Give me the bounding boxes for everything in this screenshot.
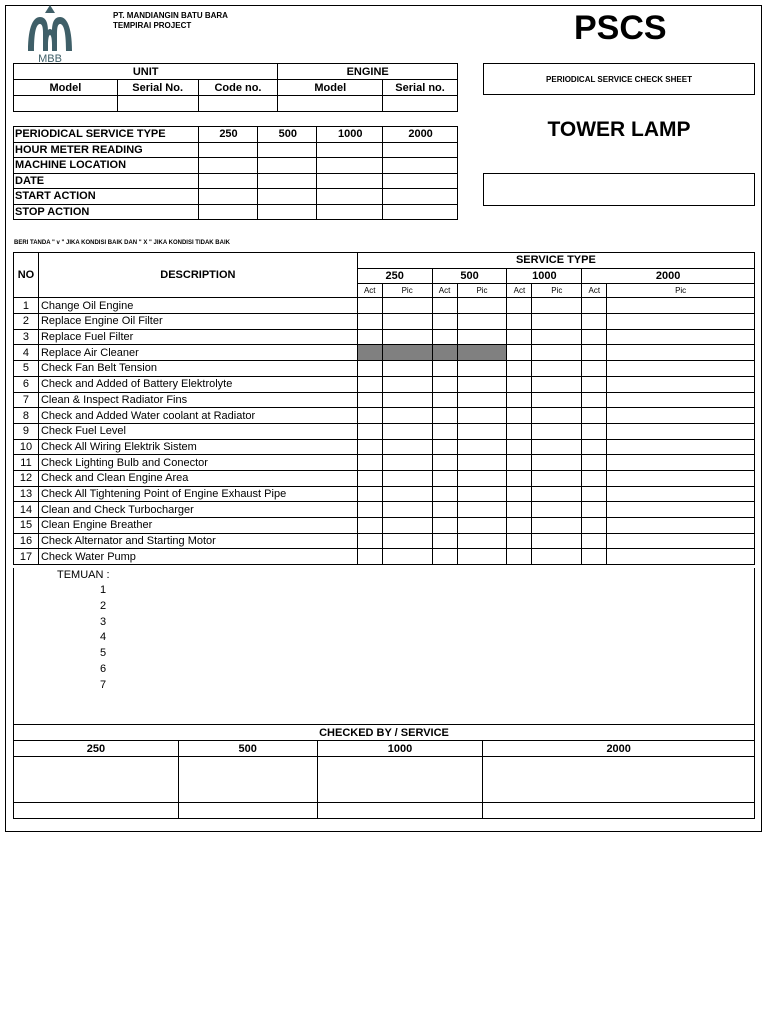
act-check-cell[interactable] [582, 533, 607, 549]
checklist-row [14, 502, 755, 518]
pic-cell[interactable] [382, 423, 432, 439]
pic-cell[interactable] [607, 298, 755, 314]
item-description: Check and Clean Engine Area [38, 470, 357, 486]
pic-cell[interactable] [457, 376, 507, 392]
unit-serial-cell[interactable] [117, 96, 198, 112]
pic-cell[interactable] [532, 470, 582, 486]
pic-cell[interactable] [457, 502, 507, 518]
act-check-cell[interactable] [357, 423, 382, 439]
service-type-input-cell[interactable] [317, 189, 383, 205]
act-check-cell[interactable] [582, 392, 607, 408]
act-header: Act [357, 284, 382, 298]
item-description: Clean and Check Turbocharger [38, 502, 357, 518]
pic-cell[interactable] [457, 533, 507, 549]
act-check-cell[interactable] [507, 455, 532, 471]
item-number: 3 [14, 329, 39, 345]
shaded-cell [382, 345, 432, 361]
item-number: 7 [14, 392, 39, 408]
act-check-cell[interactable] [357, 486, 382, 502]
service-type-row-label: PERIODICAL SERVICE TYPE [14, 127, 199, 143]
service-checklist-table [13, 252, 755, 565]
checklist-row [14, 455, 755, 471]
act-check-cell[interactable] [357, 518, 382, 534]
shaded-cell [457, 345, 507, 361]
service-type-row [14, 204, 458, 220]
item-number: 5 [14, 361, 39, 377]
name-1000-cell[interactable] [317, 803, 483, 819]
service-type-input-cell[interactable] [258, 189, 317, 205]
interval-2000-header: 2000 [582, 268, 755, 284]
service-type-row [14, 173, 458, 189]
pic-cell[interactable] [532, 361, 582, 377]
act-check-cell[interactable] [357, 314, 382, 330]
act-header: Act [582, 284, 607, 298]
act-check-cell[interactable] [357, 549, 382, 565]
service-type-input-cell[interactable] [383, 189, 458, 205]
service-type-input-cell[interactable] [317, 204, 383, 220]
service-type-input-cell[interactable] [258, 173, 317, 189]
pic-cell[interactable] [532, 298, 582, 314]
pic-cell[interactable] [382, 502, 432, 518]
no-header: NO [14, 253, 39, 298]
act-check-cell[interactable] [507, 533, 532, 549]
act-check-cell[interactable] [582, 439, 607, 455]
item-number: 17 [14, 549, 39, 565]
pic-cell[interactable] [607, 423, 755, 439]
pic-cell[interactable] [607, 455, 755, 471]
findings-label: TEMUAN : [57, 569, 110, 581]
interval-1000-header: 1000 [507, 268, 582, 284]
pic-cell[interactable] [607, 439, 755, 455]
pic-cell[interactable] [457, 549, 507, 565]
act-header: Act [507, 284, 532, 298]
pic-cell[interactable] [532, 455, 582, 471]
unit-engine-table [13, 63, 458, 112]
doc-subtitle: PERIODICAL SERVICE CHECK SHEET [546, 74, 692, 84]
checked-500-header: 500 [178, 741, 317, 757]
act-check-cell[interactable] [507, 423, 532, 439]
act-check-cell[interactable] [582, 376, 607, 392]
pic-cell[interactable] [382, 298, 432, 314]
pic-cell[interactable] [457, 361, 507, 377]
act-check-cell[interactable] [582, 329, 607, 345]
service-type-input-cell[interactable] [198, 204, 258, 220]
description-header: DESCRIPTION [38, 253, 357, 298]
act-check-cell[interactable] [582, 549, 607, 565]
act-check-cell[interactable] [582, 314, 607, 330]
act-check-cell[interactable] [357, 392, 382, 408]
checked-by-table [13, 724, 755, 819]
pic-cell[interactable] [607, 314, 755, 330]
service-type-row [14, 189, 458, 205]
finding-number: 5 [99, 647, 107, 660]
pic-cell[interactable] [607, 486, 755, 502]
pic-cell[interactable] [532, 314, 582, 330]
findings-area[interactable] [13, 568, 755, 725]
signature-2000-cell[interactable] [483, 757, 755, 803]
act-check-cell[interactable] [582, 470, 607, 486]
checklist-row [14, 361, 755, 377]
pic-cell[interactable] [457, 329, 507, 345]
act-check-cell[interactable] [582, 486, 607, 502]
item-description: Check All Wiring Elektrik Sistem [38, 439, 357, 455]
service-type-input-cell[interactable] [317, 142, 383, 158]
act-check-cell[interactable] [357, 455, 382, 471]
checked-250-header: 250 [14, 741, 179, 757]
item-description: Clean & Inspect Radiator Fins [38, 392, 357, 408]
checklist-row [14, 329, 755, 345]
engine-serial-cell[interactable] [383, 96, 458, 112]
act-check-cell[interactable] [507, 470, 532, 486]
pic-cell[interactable] [607, 345, 755, 361]
finding-number: 6 [99, 663, 107, 675]
pic-cell[interactable] [382, 486, 432, 502]
col-engine-model: Model [278, 80, 383, 96]
service-type-input-cell[interactable] [198, 158, 258, 174]
interval-header: 250 [198, 127, 258, 143]
checklist-row [14, 408, 755, 424]
name-2000-cell[interactable] [483, 803, 755, 819]
checklist-row [14, 470, 755, 486]
pic-cell[interactable] [382, 408, 432, 424]
pic-cell[interactable] [532, 345, 582, 361]
act-check-cell[interactable] [357, 470, 382, 486]
checklist-row [14, 423, 755, 439]
act-check-cell[interactable] [432, 392, 457, 408]
checked-by-header: CHECKED BY / SERVICE [14, 725, 755, 741]
item-description: Check Fuel Level [38, 423, 357, 439]
checklist-row [14, 314, 755, 330]
act-check-cell[interactable] [432, 439, 457, 455]
act-check-cell[interactable] [582, 423, 607, 439]
pic-cell[interactable] [457, 423, 507, 439]
checklist-row [14, 392, 755, 408]
pic-cell[interactable] [382, 314, 432, 330]
checklist-row [14, 549, 755, 565]
pic-cell[interactable] [382, 439, 432, 455]
doc-subtitle-box [483, 63, 755, 95]
pic-cell[interactable] [457, 439, 507, 455]
service-type-row-label: STOP ACTION [14, 204, 199, 220]
engine-header: ENGINE [278, 64, 458, 80]
finding-number: 4 [99, 631, 107, 644]
pic-header: Pic [457, 284, 507, 298]
service-type-input-cell[interactable] [383, 142, 458, 158]
item-description: Replace Fuel Filter [38, 329, 357, 345]
company-logo [22, 5, 78, 63]
name-250-cell[interactable] [14, 803, 179, 819]
act-check-cell[interactable] [507, 518, 532, 534]
pic-cell[interactable] [607, 361, 755, 377]
service-type-input-cell[interactable] [198, 173, 258, 189]
checklist-row [14, 345, 755, 361]
pic-cell[interactable] [532, 502, 582, 518]
item-number: 6 [14, 376, 39, 392]
item-description: Replace Engine Oil Filter [38, 314, 357, 330]
pic-cell[interactable] [607, 376, 755, 392]
pic-cell[interactable] [382, 376, 432, 392]
pic-cell[interactable] [382, 329, 432, 345]
act-header: Act [432, 284, 457, 298]
finding-number: 1 [99, 584, 107, 596]
act-check-cell[interactable] [507, 486, 532, 502]
act-check-cell[interactable] [507, 439, 532, 455]
service-type-row [14, 142, 458, 158]
item-number: 4 [14, 345, 39, 361]
company-line-2: TEMPIRAI PROJECT [113, 21, 192, 30]
pic-cell[interactable] [457, 486, 507, 502]
item-description: Change Oil Engine [38, 298, 357, 314]
unit-model-cell[interactable] [14, 96, 118, 112]
pic-cell[interactable] [382, 455, 432, 471]
pic-cell[interactable] [382, 361, 432, 377]
act-check-cell[interactable] [507, 392, 532, 408]
act-check-cell[interactable] [432, 298, 457, 314]
pic-cell[interactable] [532, 408, 582, 424]
service-type-row-label: MACHINE LOCATION [14, 158, 199, 174]
act-check-cell[interactable] [507, 549, 532, 565]
checklist-row [14, 518, 755, 534]
service-type-row-label: DATE [14, 173, 199, 189]
pic-cell[interactable] [607, 549, 755, 565]
act-check-cell[interactable] [357, 298, 382, 314]
col-engine-serial: Serial no. [383, 80, 458, 96]
act-check-cell[interactable] [507, 361, 532, 377]
checklist-row [14, 533, 755, 549]
equipment-box[interactable] [483, 173, 755, 206]
item-description: Check and Added Water coolant at Radiator [38, 408, 357, 424]
interval-250-header: 250 [357, 268, 432, 284]
item-description: Clean Engine Breather [38, 518, 357, 534]
act-check-cell[interactable] [432, 470, 457, 486]
item-number: 2 [14, 314, 39, 330]
item-description: Check Lighting Bulb and Conector [38, 455, 357, 471]
pic-cell[interactable] [607, 502, 755, 518]
col-unit-model: Model [14, 80, 118, 96]
pic-cell[interactable] [607, 408, 755, 424]
pic-cell[interactable] [532, 376, 582, 392]
item-number: 11 [14, 455, 39, 471]
act-check-cell[interactable] [432, 533, 457, 549]
item-description: Check Fan Belt Tension [38, 361, 357, 377]
finding-number: 2 [99, 599, 107, 612]
pic-cell[interactable] [532, 439, 582, 455]
pic-cell[interactable] [532, 392, 582, 408]
act-check-cell[interactable] [432, 502, 457, 518]
pic-cell[interactable] [532, 486, 582, 502]
item-number: 8 [14, 408, 39, 424]
item-description: Check Alternator and Starting Motor [38, 533, 357, 549]
finding-number: 3 [99, 615, 107, 628]
act-check-cell[interactable] [582, 298, 607, 314]
item-number: 16 [14, 533, 39, 549]
act-check-cell[interactable] [357, 502, 382, 518]
act-check-cell[interactable] [432, 518, 457, 534]
item-number: 14 [14, 502, 39, 518]
act-check-cell[interactable] [582, 361, 607, 377]
pic-cell[interactable] [382, 392, 432, 408]
interval-header: 500 [258, 127, 317, 143]
company-name [113, 11, 228, 31]
pic-cell[interactable] [607, 329, 755, 345]
pic-cell[interactable] [382, 518, 432, 534]
company-line-1: PT. MANDIANGIN BATU BARA [113, 11, 228, 20]
act-check-cell[interactable] [432, 314, 457, 330]
service-type-input-cell[interactable] [317, 173, 383, 189]
pic-header: Pic [382, 284, 432, 298]
service-type-input-cell[interactable] [198, 142, 258, 158]
act-check-cell[interactable] [507, 329, 532, 345]
act-check-cell[interactable] [357, 533, 382, 549]
checklist-row [14, 439, 755, 455]
act-check-cell[interactable] [507, 298, 532, 314]
shaded-cell [432, 345, 457, 361]
interval-header: 1000 [317, 127, 383, 143]
act-check-cell[interactable] [357, 408, 382, 424]
act-check-cell[interactable] [507, 502, 532, 518]
act-check-cell[interactable] [507, 408, 532, 424]
pic-cell[interactable] [457, 455, 507, 471]
act-check-cell[interactable] [507, 314, 532, 330]
act-check-cell[interactable] [432, 329, 457, 345]
act-check-cell[interactable] [582, 502, 607, 518]
service-type-input-cell[interactable] [383, 204, 458, 220]
pic-cell[interactable] [607, 533, 755, 549]
pic-cell[interactable] [457, 408, 507, 424]
service-type-input-cell[interactable] [258, 204, 317, 220]
item-description: Check All Tightening Point of Engine Exhaust Pipe [38, 486, 357, 502]
act-check-cell[interactable] [432, 361, 457, 377]
item-number: 1 [14, 298, 39, 314]
service-type-input-cell[interactable] [317, 158, 383, 174]
act-check-cell[interactable] [357, 376, 382, 392]
act-check-cell[interactable] [432, 423, 457, 439]
engine-model-cell[interactable] [278, 96, 383, 112]
pic-cell[interactable] [457, 470, 507, 486]
service-type-row [14, 127, 458, 143]
act-check-cell[interactable] [432, 408, 457, 424]
col-unit-serial: Serial No. [117, 80, 198, 96]
pic-cell[interactable] [607, 392, 755, 408]
unit-code-cell[interactable] [198, 96, 278, 112]
service-type-row-label: HOUR METER READING [14, 142, 199, 158]
service-type-row [14, 158, 458, 174]
checked-2000-header: 2000 [483, 741, 755, 757]
shaded-cell [357, 345, 382, 361]
service-type-input-cell[interactable] [383, 173, 458, 189]
pic-cell[interactable] [382, 533, 432, 549]
act-check-cell[interactable] [582, 345, 607, 361]
act-check-cell[interactable] [582, 408, 607, 424]
service-type-row-label: START ACTION [14, 189, 199, 205]
pic-cell[interactable] [457, 392, 507, 408]
signature-250-cell[interactable] [14, 757, 179, 803]
doc-code: PSCS [574, 9, 667, 47]
act-check-cell[interactable] [432, 549, 457, 565]
item-number: 13 [14, 486, 39, 502]
signature-500-cell[interactable] [178, 757, 317, 803]
service-type-input-cell[interactable] [383, 158, 458, 174]
service-type-input-cell[interactable] [198, 189, 258, 205]
item-number: 15 [14, 518, 39, 534]
pic-cell[interactable] [607, 470, 755, 486]
pic-cell[interactable] [532, 423, 582, 439]
pic-cell[interactable] [532, 329, 582, 345]
item-number: 10 [14, 439, 39, 455]
instruction-note: BERI TANDA " v " JIKA KONDISI BAIK DAN " X " JIKA KONDISI TIDAK BAIK [14, 240, 230, 246]
pic-cell[interactable] [457, 314, 507, 330]
item-description: Replace Air Cleaner [38, 345, 357, 361]
interval-header: 2000 [383, 127, 458, 143]
signature-1000-cell[interactable] [317, 757, 483, 803]
finding-number: 7 [99, 678, 107, 691]
checklist-row [14, 298, 755, 314]
unit-header: UNIT [14, 64, 278, 80]
act-check-cell[interactable] [582, 455, 607, 471]
service-type-input-cell[interactable] [258, 142, 317, 158]
pic-header: Pic [532, 284, 582, 298]
service-type-table [13, 126, 458, 220]
service-type-header: SERVICE TYPE [357, 253, 754, 269]
pic-cell[interactable] [532, 549, 582, 565]
col-unit-code: Code no. [198, 80, 278, 96]
act-check-cell[interactable] [432, 486, 457, 502]
pic-cell[interactable] [532, 518, 582, 534]
pic-cell[interactable] [382, 470, 432, 486]
pic-cell[interactable] [532, 533, 582, 549]
item-number: 9 [14, 423, 39, 439]
pic-cell[interactable] [382, 549, 432, 565]
act-check-cell[interactable] [507, 345, 532, 361]
pic-cell[interactable] [457, 298, 507, 314]
pic-header: Pic [607, 284, 755, 298]
act-check-cell[interactable] [357, 361, 382, 377]
pic-cell[interactable] [457, 518, 507, 534]
act-check-cell[interactable] [357, 329, 382, 345]
checklist-row [14, 376, 755, 392]
name-500-cell[interactable] [178, 803, 317, 819]
act-check-cell[interactable] [432, 455, 457, 471]
pic-cell[interactable] [607, 518, 755, 534]
act-check-cell[interactable] [357, 439, 382, 455]
item-description: Check and Added of Battery Elektrolyte [38, 376, 357, 392]
act-check-cell[interactable] [582, 518, 607, 534]
service-type-input-cell[interactable] [258, 158, 317, 174]
checked-1000-header: 1000 [317, 741, 483, 757]
act-check-cell[interactable] [432, 376, 457, 392]
checklist-row [14, 486, 755, 502]
svg-text:MBB: MBB [38, 53, 62, 63]
equipment-title: TOWER LAMP [547, 118, 691, 141]
item-description: Check Water Pump [38, 549, 357, 565]
interval-500-header: 500 [432, 268, 507, 284]
act-check-cell[interactable] [507, 376, 532, 392]
item-number: 12 [14, 470, 39, 486]
